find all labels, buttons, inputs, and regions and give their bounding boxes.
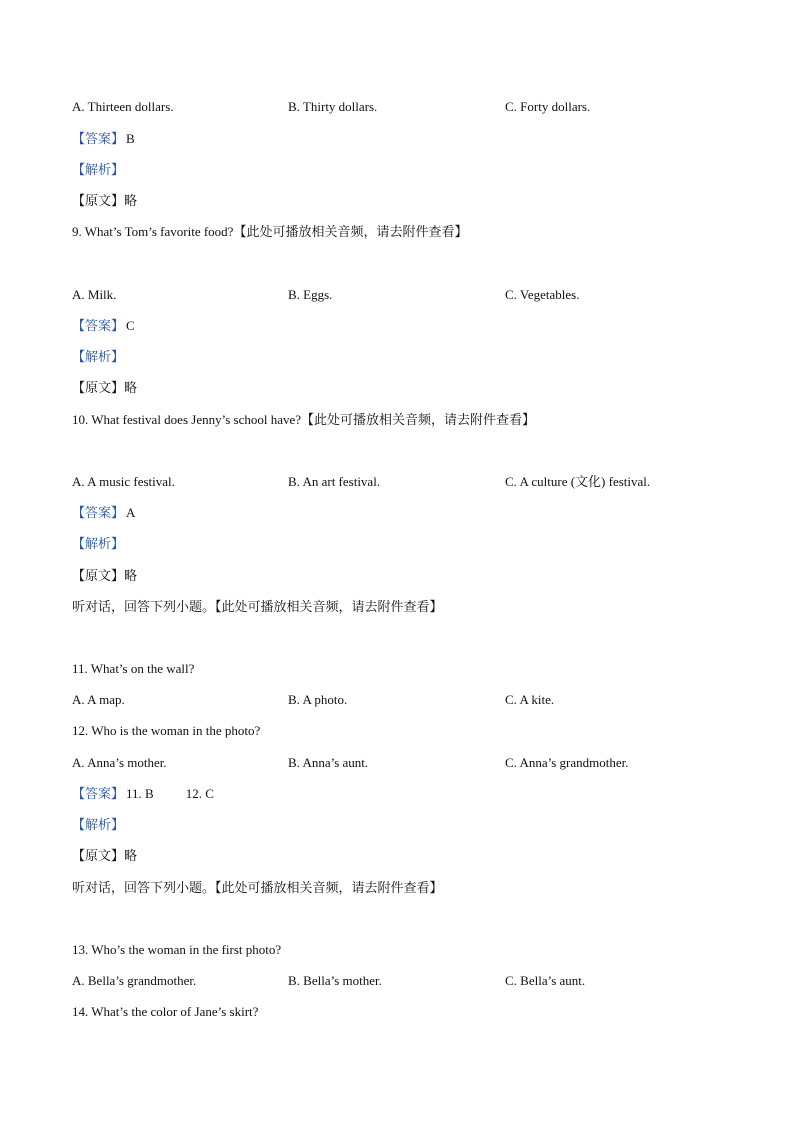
audio-note[interactable]: 【此处可播放相关音频，请去附件查看】 [233,225,468,240]
option-b: B. Thirty dollars. [288,99,378,114]
answer-line-q10 [72,505,135,522]
analysis-label: 【解析】 [72,818,125,833]
option-c: C. A culture (文化) festival. [505,474,651,489]
option-c: C. Vegetables. [505,287,580,302]
answer-value: C [126,318,135,333]
question-text: 10. What festival does Jenny’s school have? [72,412,302,427]
option-c: C. Anna’s grandmother. [505,755,629,770]
question-11 [72,661,194,677]
option-c: C. A kite. [505,692,555,707]
option-b: B. An art festival. [288,474,381,489]
question-13 [72,942,281,958]
answer-line-q8 [72,131,135,148]
analysis-line-q10 [72,536,124,553]
original-value: 略 [124,569,138,584]
original-line-q9 [72,380,137,397]
audio-note[interactable]: 【此处可播放相关音频，请去附件查看】 [301,413,536,428]
section-instruction-1 [72,599,443,616]
option-b: B. Eggs. [288,287,333,302]
original-value: 略 [124,194,138,209]
original-line-q8 [72,193,137,210]
answer-label: 【答案】 [72,132,125,147]
original-label: 【原文】 [72,849,125,864]
option-a: A. Thirteen dollars. [72,99,174,114]
question-text: 9. What’s Tom’s favorite food? [72,224,234,239]
original-line-q10 [72,568,137,585]
question-text: 13. Who’s the woman in the first photo? [72,942,282,957]
option-b: B. Bella’s mother. [288,973,382,988]
answer-label: 【答案】 [72,319,125,334]
answer-label: 【答案】 [72,506,125,521]
option-a: A. A music festival. [72,474,175,489]
analysis-label: 【解析】 [72,537,125,552]
question-text: 12. Who is the woman in the photo? [72,723,261,738]
answer-line-q9 [72,318,135,335]
audio-note[interactable]: 【此处可播放相关音频，请去附件查看】 [215,600,443,615]
option-a: A. A map. [72,692,125,707]
answer-label: 【答案】 [72,787,125,802]
original-line-q11-12 [72,848,137,865]
instruction-text: 听对话，回答下列小题。 [72,881,216,896]
analysis-label: 【解析】 [72,350,125,365]
answer-value-12: 12. C [185,786,214,801]
question-text: 14. What’s the color of Jane’s skirt? [72,1004,259,1019]
analysis-line-q9 [72,349,124,366]
answer-value: A [126,505,136,520]
option-a: A. Milk. [72,287,117,302]
option-b: B. A photo. [288,692,348,707]
instruction-text: 听对话，回答下列小题。 [72,600,216,615]
question-12 [72,723,260,739]
analysis-label: 【解析】 [72,163,125,178]
answer-value: B [126,131,135,146]
question-text: 11. What’s on the wall? [72,661,195,676]
option-a: A. Bella’s grandmother. [72,973,197,988]
original-label: 【原文】 [72,569,125,584]
option-c: C. Forty dollars. [505,99,591,114]
question-14 [72,1004,258,1020]
section-instruction-2 [72,880,443,897]
option-b: B. Anna’s aunt. [288,755,369,770]
answer-value-11: 11. B [126,786,154,801]
answer-line-q11-12 [72,786,214,803]
audio-note[interactable]: 【此处可播放相关音频，请去附件查看】 [215,881,443,896]
original-label: 【原文】 [72,381,125,396]
option-a: A. Anna’s mother. [72,755,167,770]
analysis-line-q8 [72,162,124,179]
option-c: C. Bella’s aunt. [505,973,586,988]
analysis-line-q11-12 [72,817,124,834]
original-value: 略 [124,381,138,396]
question-9 [72,224,467,241]
original-value: 略 [124,849,138,864]
question-10 [72,412,535,429]
original-label: 【原文】 [72,194,125,209]
